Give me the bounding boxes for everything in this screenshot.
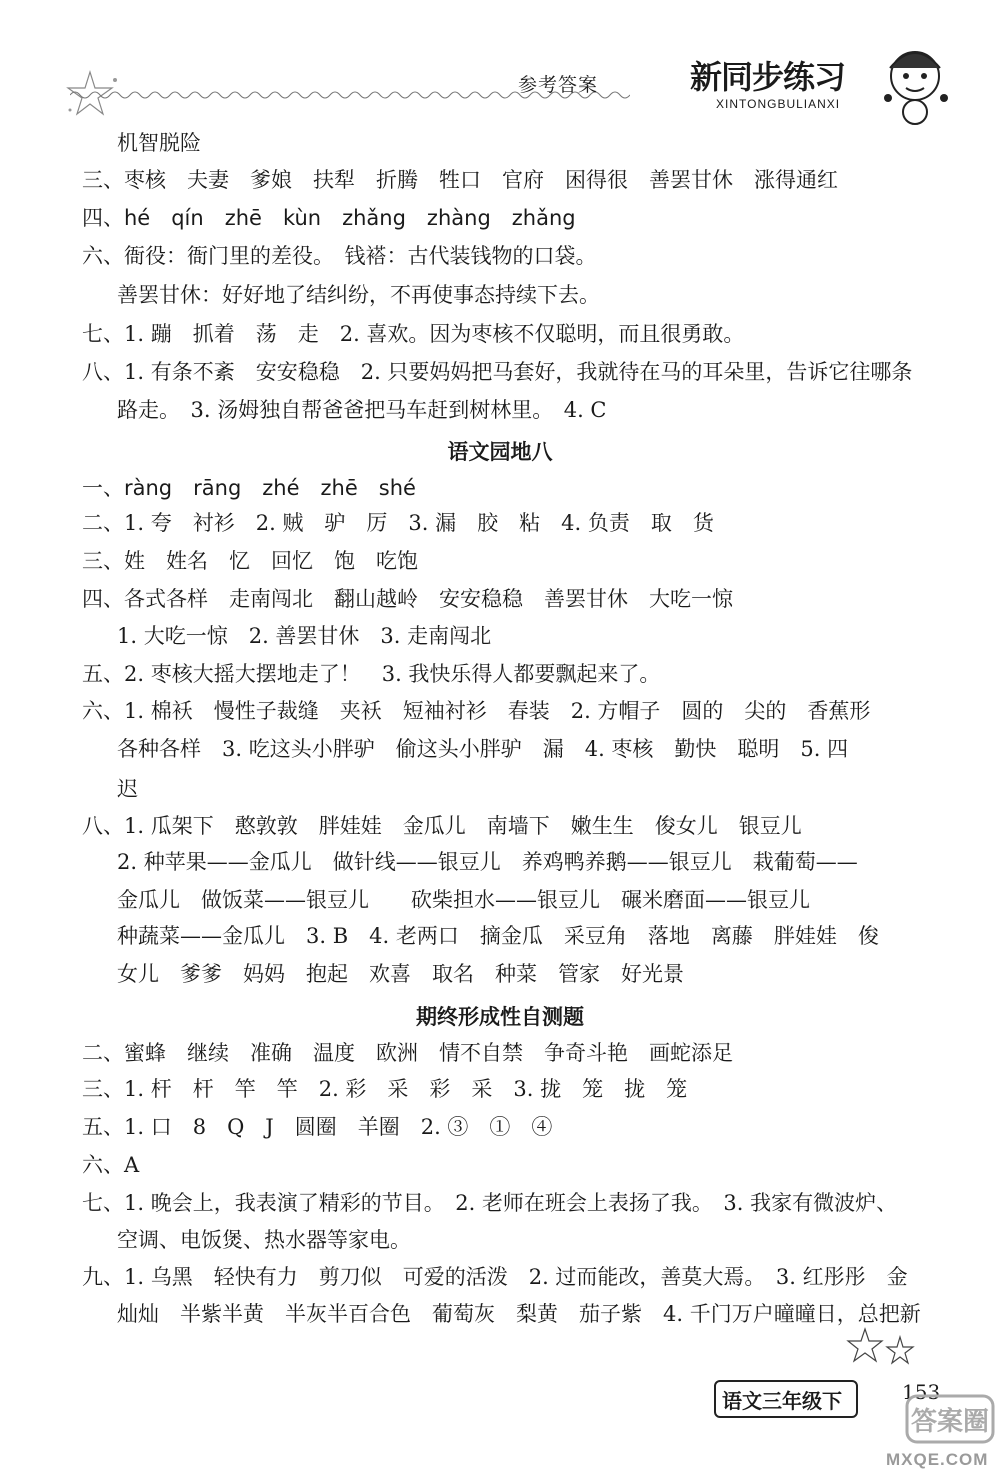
answer-line: 九、1. 乌黑 轻快有力 剪刀似 可爱的活泼 2. 过而能改，善莫大焉。 3. 红彤彤 金 — [82, 1265, 908, 1289]
answer-line: 三、姓 姓名 忆 回忆 饱 吃饱 — [82, 549, 418, 573]
page-number: 153 — [902, 1380, 941, 1404]
answer-line: 空调、电饭煲、热水器等家电。 — [117, 1228, 411, 1252]
answer-line: 迟 — [117, 777, 138, 801]
header-label: 参考答案 — [518, 74, 599, 96]
answer-line: 灿灿 半紫半黄 半灰半百合色 葡萄灰 梨黄 茄子紫 4. 千门万户曈曈日，总把新 — [117, 1302, 921, 1326]
answer-line: 二、1. 夸 衬衫 2. 贼 驴 厉 3. 漏 胶 粘 4. 负责 取 货 — [82, 511, 714, 535]
answer-line: 机智脱险 — [117, 131, 201, 155]
answer-line: 路走。 3. 汤姆独自帮爸爸把马车赶到树林里。 4. C — [117, 398, 607, 422]
watermark-url: MXQE.COM — [886, 1450, 989, 1469]
answer-line: 种蔬菜——金瓜儿 3. B 4. 老两口 摘金瓜 采豆角 落地 离藤 胖娃娃 俊 — [117, 924, 879, 948]
answer-line: 四、hé qín zhē kùn zhǎng zhàng zhǎng — [82, 206, 576, 230]
answer-line: 七、1. 晚会上，我表演了精彩的节目。 2. 老师在班会上表扬了我。 3. 我家有微波炉、 — [82, 1191, 898, 1215]
section-title: 期终形成性自测题 — [416, 1004, 584, 1029]
page-header — [0, 0, 1000, 135]
watermark-logo — [905, 1392, 995, 1447]
watermark-logo-text: 答案圈 — [910, 1407, 990, 1437]
answer-line: 五、2. 枣核大摇大摆地走了！ 3. 我快乐得人都要飘起来了。 — [82, 662, 661, 686]
answer-line: 八、1. 有条不紊 安安稳稳 2. 只要妈妈把马套好，我就待在马的耳朵里，告诉它往哪条 — [82, 360, 913, 384]
answer-line: 六、1. 棉袄 慢性子裁缝 夹袄 短袖衬衫 春装 2. 方帽子 圆的 尖的 香蕉形 — [82, 699, 871, 723]
answer-line: 四、各式各样 走南闯北 翻山越岭 安安稳稳 善罢甘休 大吃一惊 — [82, 587, 733, 611]
answer-line: 1. 大吃一惊 2. 善罢甘休 3. 走南闯北 — [117, 624, 492, 648]
answer-line: 三、枣核 夫妻 爹娘 扶犁 折腾 牲口 官府 困得很 善罢甘休 涨得通红 — [82, 168, 838, 192]
answer-line: 五、1. 口 8 Q J 圆圈 羊圈 2. ③ ① ④ — [82, 1115, 553, 1139]
section-title: 语文园地八 — [447, 439, 553, 464]
answer-line: 2. 种苹果——金瓜儿 做针线——银豆儿 养鸡鸭养鹅——银豆儿 栽葡萄—— — [117, 850, 858, 874]
brand-title: 新同步练习 — [690, 58, 846, 96]
answer-line: 金瓜儿 做饭菜——银豆儿 砍柴担水——银豆儿 碾米磨面——银豆儿 — [117, 888, 810, 912]
answer-line: 善罢甘休：好好地了结纠纷，不再使事态持续下去。 — [117, 283, 600, 307]
footer-label: 语文三年级下 — [722, 1389, 842, 1413]
snowman-mascot-icon — [870, 38, 960, 128]
answer-line: 八、1. 瓜架下 憨敦敦 胖娃娃 金瓜儿 南墙下 嫩生生 俊女儿 银豆儿 — [82, 814, 802, 838]
answer-line: 一、ràng rāng zhé zhē shé — [82, 476, 416, 500]
answer-line: 七、1. 蹦 抓着 荡 走 2. 喜欢。因为枣核不仅聪明，而且很勇敢。 — [82, 322, 745, 346]
answer-line: 六、衙役：衙门里的差役。 钱褡：古代装钱物的口袋。 — [82, 244, 597, 268]
brand-pinyin: XINTONGBULIANXI — [716, 97, 841, 111]
answer-line: 六、A — [82, 1153, 140, 1177]
answer-line: 三、1. 杆 杆 竿 竿 2. 彩 采 彩 采 3. 拢 笼 拢 笼 — [82, 1077, 688, 1101]
star-decoration-icon — [845, 1325, 925, 1385]
answer-line: 各种各样 3. 吃这头小胖驴 偷这头小胖驴 漏 4. 枣核 勤快 聪明 5. 四 — [117, 737, 849, 761]
answer-line: 二、蜜蜂 继续 准确 温度 欧洲 情不自禁 争奇斗艳 画蛇添足 — [82, 1041, 733, 1065]
answer-line: 女儿 爹爹 妈妈 抱起 欢喜 取名 种菜 管家 好光景 — [117, 962, 684, 986]
